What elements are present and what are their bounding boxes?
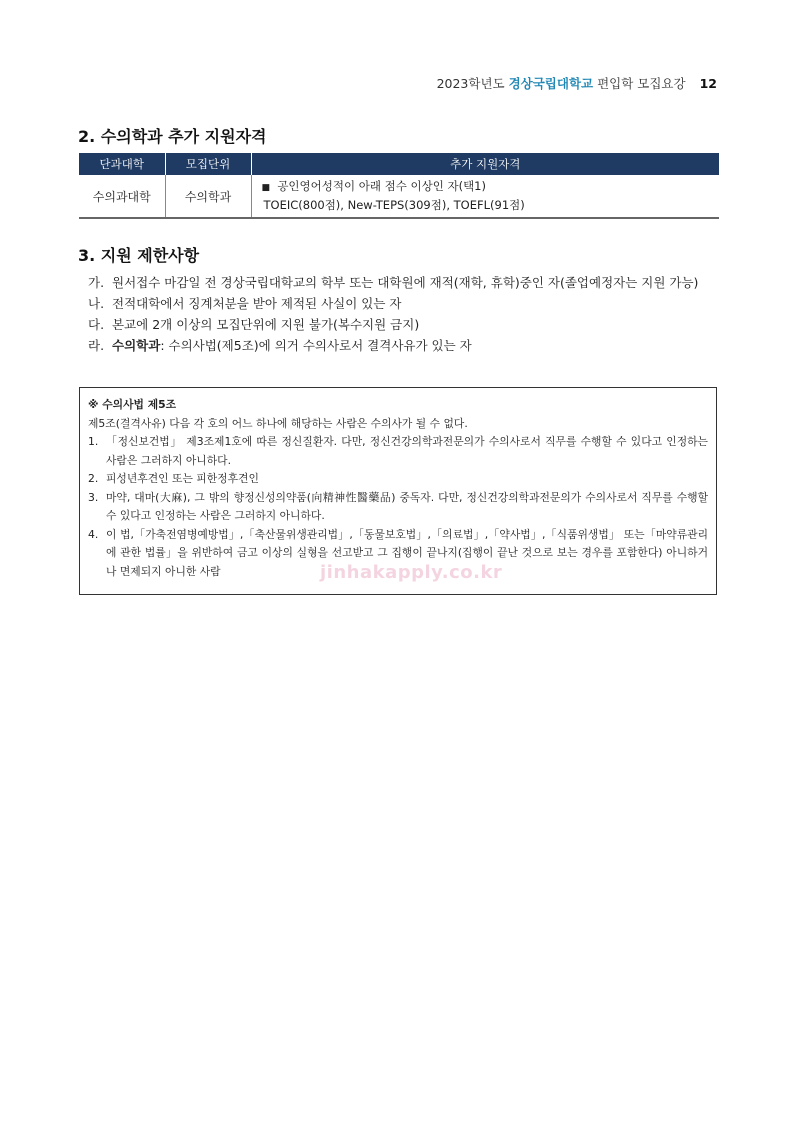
law-item-text: 피성년후견인 또는 피한정후견인	[106, 472, 259, 485]
list-item	[88, 293, 713, 314]
page-header	[437, 74, 717, 92]
cell-college: 수의과대학	[79, 175, 165, 218]
item-text: : 수의사법(제5조)에 의거 수의사로서 결격사유가 있는 자	[160, 338, 472, 353]
section-3-title: 3. 지원 제한사항	[78, 246, 200, 265]
law-item-number: 2.	[88, 472, 99, 485]
list-item	[88, 314, 713, 335]
requirements-table	[79, 153, 719, 219]
item-text: 전적대학에서 징계처분을 받아 제적된 사실이 있는 자	[112, 296, 402, 311]
law-item-text: 이 법,「가축전염병예방법」,「축산물위생관리법」,「동물보호법」,「의료법」,「약사법」,「식품위생법」 또는「마약류관리에 관한 법률」을 위반하여 금고 이상의 실형을 선고받고 그 집행이 끝나지(집행이 끝난 것으로 보는 경우를 포함한다) 아니하거나 면제되지 아니한 사람	[106, 527, 708, 578]
qual-line-1: 공인영어성적이 아래 점수 이상인 자(택1)	[277, 179, 486, 193]
law-item	[88, 489, 708, 526]
item-marker: 나.	[88, 296, 105, 311]
cell-unit: 수의학과	[165, 175, 251, 218]
item-bold-text: 수의학과	[112, 338, 161, 353]
law-item-text: 마약, 대마(大麻), 그 밖의 향정신성의약품(向精神性醫藥品) 중독자. 다만, 정신건강의학과전문의가 수의사로서 직무를 수행할 수 있다고 인정하는 사람은 그러하지 아니하다.	[106, 490, 708, 522]
law-item-number: 1.	[88, 435, 99, 448]
header-unit: 모집단위	[165, 153, 251, 175]
law-box-title: ※ 수의사법 제5조	[88, 398, 177, 411]
header-suffix: 편입학 모집요강	[593, 76, 686, 91]
law-item	[88, 433, 708, 470]
law-item-number: 4.	[88, 527, 99, 541]
list-item	[88, 335, 713, 356]
law-item-text: 「정신보건법」 제3조제1호에 따른 정신질환자. 다만, 정신건강의학과전문의가 수의사로서 직무를 수행할 수 있다고 인정하는 사람은 그러하지 아니하다.	[106, 435, 708, 467]
page-number: 12	[699, 76, 717, 91]
item-text: 본교에 2개 이상의 모집단위에 지원 불가(복수지원 금지)	[112, 317, 420, 332]
header-prefix: 2023학년도	[436, 76, 509, 91]
header-university: 경상국립대학교	[508, 76, 594, 91]
table-header-row	[79, 153, 719, 175]
law-item	[88, 470, 708, 489]
header-college: 단과대학	[79, 153, 165, 175]
item-marker: 가.	[88, 275, 105, 290]
qual-line-2: TOEIC(800점), New-TEPS(309점), TOEFL(91점)	[263, 198, 525, 212]
section-2-title: 2. 수의학과 추가 지원자격	[78, 127, 267, 146]
law-box-intro: 제5조(결격사유) 다음 각 호의 어느 하나에 해당하는 사람은 수의사가 될 수 없다.	[88, 416, 468, 430]
cell-qualification	[251, 175, 719, 218]
restriction-list	[88, 272, 713, 356]
header-qualification: 추가 지원자격	[251, 153, 719, 175]
square-bullet-icon: ■	[261, 183, 271, 193]
item-marker: 라.	[88, 338, 105, 353]
table-row	[79, 175, 719, 218]
law-item-number: 3.	[88, 490, 99, 504]
watermark: jinhakapply.co.kr	[320, 562, 503, 583]
list-item	[88, 272, 713, 293]
item-marker: 다.	[88, 317, 105, 332]
item-text: 원서접수 마감일 전 경상국립대학교의 학부 또는 대학원에 재적(재학, 휴학)중인 자(졸업예정자는 지원 가능)	[112, 275, 699, 290]
